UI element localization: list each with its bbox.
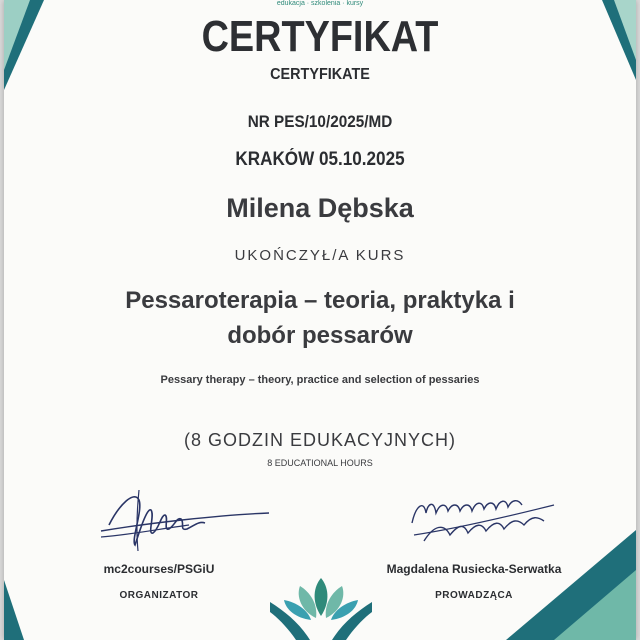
organizer-name: mc2courses/PSGiU <box>103 562 215 576</box>
signature-block-instructor <box>354 485 594 601</box>
course-title-line2: dobór pessarów <box>227 322 413 349</box>
recipient-name: Milena Dębska <box>226 193 414 223</box>
hours-polish: (8 GODZIN EDUKACYJNYCH) <box>183 430 457 450</box>
tagline: edukacja · szkolenia · kursy <box>276 0 364 7</box>
signature-instructor-image <box>354 485 594 555</box>
hands-leaves-logo-icon <box>266 576 376 640</box>
course-title-line1: Pessaroterapia – teoria, praktyka i <box>125 287 515 314</box>
place-date: KRAKÓW 05.10.2025 <box>235 149 405 170</box>
corner-decoration-bottom-left <box>4 580 24 640</box>
certificate-number: NR PES/10/2025/MD <box>247 112 393 131</box>
course-title-english: Pessary therapy – theory, practice and selection of pessaries <box>160 374 480 386</box>
course-title <box>4 283 636 353</box>
signature-block-organizer <box>39 485 279 601</box>
signature-organizer-image <box>39 485 279 555</box>
certificate-subtitle: CERTYFIKATE <box>270 66 370 83</box>
completed-label: UKOŃCZYŁ/A KURS <box>234 247 406 264</box>
corner-decoration-top-left-accent <box>4 0 30 70</box>
organizer-role: ORGANIZATOR <box>119 590 199 601</box>
instructor-name: Magdalena Rusiecka-Serwatka <box>386 562 562 576</box>
certificate-title: CERTYFIKAT <box>201 12 439 61</box>
hours-english: 8 EDUCATIONAL HOURS <box>267 458 373 468</box>
corner-decoration-top-right-accent <box>614 0 636 60</box>
instructor-role: PROWADZĄCA <box>435 590 513 601</box>
certificate-page <box>4 0 636 640</box>
